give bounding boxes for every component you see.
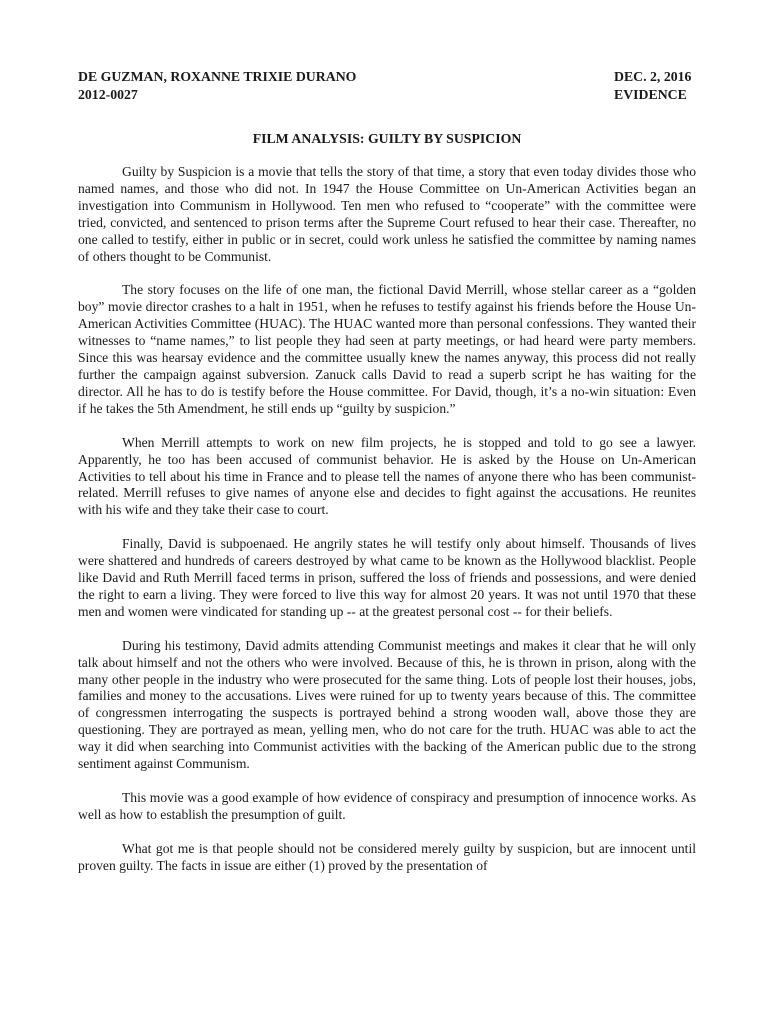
author-name: DE GUZMAN, ROXANNE TRIXIE DURANO: [78, 69, 357, 84]
document-page: [78, 68, 696, 892]
paragraph: What got me is that people should not be considered merely guilty by suspicion, but are innocent until proven guilty. The facts in issue are either (1) proved by the presentation of: [78, 840, 696, 873]
paragraph: During his testimony, David admits attending Communist meetings and makes it clear that he will only talk about himself and not the others who were involved. Because of this, he is thrown in prison, along with the many other people in the industry who were prosecuted for the same thing. Lots of people lost their houses, jobs, families and money to the accusations. Lives were ruined for up to twenty years because of this. The committee of congressmen interrogating the suspects is portrayed behind a strong wooden wall, above those they are questioning. They are portrayed as mean, yelling men, who do not care for the truth. HUAC was able to act the way it did when searching into Communist activities with the backing of the American public due to the strong sentiment against Communism.: [78, 637, 696, 772]
paragraph: Guilty by Suspicion is a movie that tells the story of that time, a story that even today divides those who named names, and those who did not. In 1947 the House Committee on Un-American Activities began an investigation into Communism in Hollywood. Ten men who refused to “cooperate” with the committee were tried, convicted, and sentenced to prison terms after the Supreme Court refused to hear their case. Thereafter, no one called to testify, either in public or in secret, could work unless he satisfied the committee by naming names of others thought to be Communist.: [78, 164, 696, 264]
student-number: 2012-0027: [78, 87, 138, 102]
paragraph: This movie was a good example of how evidence of conspiracy and presumption of innocence works. As well as how to establish the presumption of guilt.: [78, 790, 696, 822]
paragraph: When Merrill attempts to work on new film projects, he is stopped and told to go see a lawyer. Apparently, he too has been accused of communist behavior. He is asked by the House on Un-American Activities to tell about his time in France and to please tell the names of anyone there who has been communist-related. Merrill refuses to give names of anyone else and decides to fight against the accusations. He reunites with his wife and they take their case to court.: [78, 434, 696, 518]
paragraph: Finally, David is subpoenaed. He angrily states he will testify only about himself. Thousands of lives were shattered and hundreds of careers destroyed by what came to be known as the Hollywood blacklist. People like David and Ruth Merrill faced terms in prison, suffered the loss of friends and possessions, and were denied the right to earn a living. They were forced to live this way for almost 20 years. It was not until 1970 that these men and women were vindicated for standing up -- at the greatest personal cost -- for their beliefs.: [78, 536, 696, 619]
header-row-2: [78, 86, 696, 104]
paragraph: The story focuses on the life of one man, the fictional David Merrill, whose stellar career as a “golden boy” movie director crashes to a halt in 1951, when he refuses to testify against his friends before the House Un-American Activities Committee (HUAC). The HUAC wanted more than personal confessions. They wanted their witnesses to “name names,” to list people they had seen at party meetings, or had heard were party members. Since this was hearsay evidence and the committee usually knew the names anyway, this process did not really further the campaign against subversion. Zanuck calls David to read a superb script he has waiting for the director. All he has to do is testify before the House committee. For David, though, it’s a no-win situation: Even if he takes the 5th Amendment, he still ends up “guilty by suspicion.”: [78, 282, 696, 416]
document-date: DEC. 2, 2016: [614, 69, 692, 84]
header-row-1: [78, 68, 696, 86]
document-title: FILM ANALYSIS: GUILTY BY SUSPICION: [252, 131, 522, 146]
course-subject: EVIDENCE: [614, 87, 687, 102]
